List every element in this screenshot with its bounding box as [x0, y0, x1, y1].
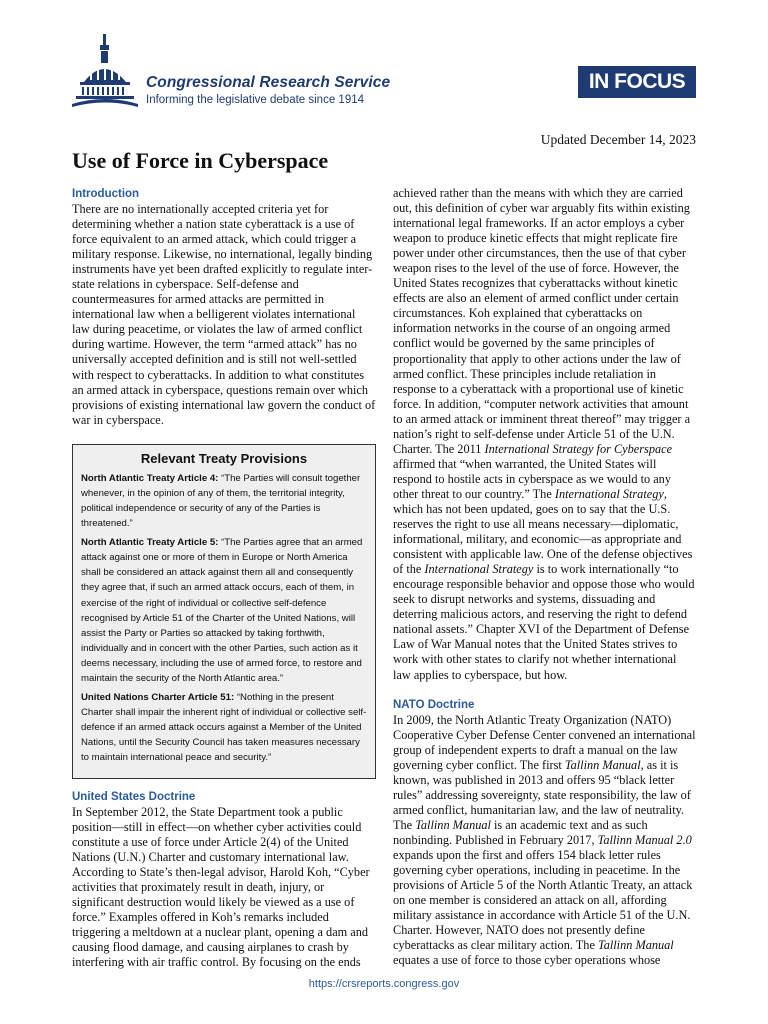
footer-url[interactable]: https://crsreports.congress.gov — [308, 978, 460, 990]
text-run: affirmed that “when warranted, the United States will respond to hostile acts in cyberspace as we would to any other threat to our country.” The — [393, 456, 671, 501]
treaty-item-label: North Atlantic Treaty Article 5: — [81, 537, 219, 549]
text-run: is to work internationally “to encourage responsible behavior and oppose those who would seek to disrupt networks and systems, dissuading and deterring malicious actors, and reserving the right to defend national assets.” Chapter XVI of the Department of Defense Law of War Manual notes that the United States strives to work with other states to clarify not whether international law applies to cyberspace, but how. — [393, 562, 695, 682]
in-focus-badge: IN FOCUS — [578, 66, 696, 98]
box-title: Relevant Treaty Provisions — [140, 450, 308, 466]
us-doctrine-paragraph: In September 2012, the State Department took a public position—still in effect—on whether cyber activities could constitute a use of force under Article 2(4) of the United Nations (U.N.) Charter and customary international law. According to State’s then-legal advisor, Harold Koh, “Cyber activities that proximately result in death, injury, or significant destruction would likely be viewed as a use of force.” Examples offered in Koh’s remarks included triggering a meltdown at a nuclear plant, opening a dam and causing flood damage, and causing airplanes to crash by interfering with air traffic control. By focusing on the ends — [72, 804, 370, 969]
updated-date: Updated December 14, 2023 — [540, 132, 696, 147]
text-run: achieved rather than the means with which they are carried out, this definition of cyber war arguably fits within existing international legal frameworks. If an actor employs a cyber weapon to produce kinetic effects that might replicate fire power under other circumstances, then the use of that cyber weapon rises to the level of the use of force. However, the United States recognizes that cyberattacks without kinetic effects are also an element of armed conflict under certain circumstances. Koh explained that cyberattacks on information networks in the course of an ongoing armed conflict would be governed by the same principles of proportionality that apply to other actions under the law of armed conflict. These principles include retaliation in response to a cyberattack with a proportional use of kinetic force. In addition, “computer network activities that amount to an armed attack or imminent threat thereof” may trigger a nation’s right to self-defense under Article 51 of the U.N. Charter. The 2011 — [393, 186, 691, 456]
org-name: Congressional Research Service — [146, 74, 391, 91]
page-title: Use of Force in Cyberspace — [72, 148, 329, 173]
capitol-dome-icon — [70, 30, 140, 110]
introduction-paragraph: There are no internationally accepted criteria yet for determining whether a nation state cyberattack is a use of force equivalent to an armed attack, which could trigger a military response. Likewise, no international, legally binding instruments have yet been drafted explicitly to regulate inter-state relations in cyberspace. Self-defense and countermeasures for armed attacks are permitted in international law when a belligerent violates international law during peacetime, or violates the law of armed conflict during wartime. However, the term “armed attack” has no universally accepted definition and is still not well-settled with respect to cyberattacks. In addition to what constitutes an armed attack in cyberspace, questions remain over which provisions of existing international law govern the conduct of war in cyberspace. — [72, 202, 376, 427]
treaty-item-text: “Nothing in the present Charter shall impair the inherent right of individual or collective self-defence if an armed attack occurs against a Member of the United Nations, until the Security Council has taken measures necessary to maintain international peace and security.” — [81, 692, 367, 764]
org-tagline: Informing the legislative debate since 1914 — [146, 94, 365, 106]
italic-run: Tallinn Manual 2.0 — [597, 832, 692, 847]
treaty-item — [81, 690, 367, 765]
treaty-item-text: “The Parties agree that an armed attack against one or more of them in Europe or North America shall be considered an attack against them all and consequently they agree that, if such an armed attack occurs, each of them, in exercise of the right of individual or collective self-defence recognised by Article 51 of the Charter of the United Nations, will assist the Party or Parties so attacked by taking forthwith, individually and in concert with the other Parties, such action as it deems necessary, including the use of armed force, to restore and maintain the security of the North Atlantic area.” — [81, 537, 363, 684]
italic-run: Tallinn Manual — [597, 938, 674, 953]
italic-run: Tallinn Manual — [564, 757, 641, 772]
text-run: , which has not been updated, goes on to say that the U.S. reserves the right to use all means necessary—diplomatic, informational, military, and economic—as appropriate and consistent with applicable law. One of the defense objectives of the — [393, 486, 693, 577]
text-run: equates a use of force to those cyber operations whose — [393, 953, 661, 968]
treaty-item — [81, 471, 367, 531]
treaty-item-text: “The Parties will consult together whenever, in the opinion of any of them, the territorial integrity, political independence or security of any of the Parties is threatened.” — [81, 472, 361, 530]
treaty-item-label: North Atlantic Treaty Article 4: — [81, 472, 219, 484]
section-heading-nato-doctrine: NATO Doctrine — [393, 698, 475, 711]
italic-run: International Strategy — [554, 486, 664, 501]
italic-run: Tallinn Manual — [415, 817, 491, 832]
treaty-item — [81, 535, 367, 686]
nato-doctrine-paragraph — [393, 713, 697, 969]
treaty-provisions-box — [72, 444, 376, 779]
text-run: In 2009, the North Atlantic Treaty Organization (NATO) Cooperative Cyber Defense Center convened an international group of independent experts to draft a manual on the law governing cyber conflict. The first — [393, 712, 696, 772]
right-column — [393, 186, 697, 968]
text-run: , as it is known, was published in 2013 and offers 95 “black letter rules” addressing sovereignty, state responsibility, the law of armed conflict, humanitarian law, and the law of neutrality. The — [393, 757, 691, 832]
italic-run: International Strategy — [424, 562, 534, 577]
left-column — [72, 186, 376, 970]
section-heading-introduction: Introduction — [72, 188, 140, 200]
text-run: is an academic text and as such nonbinding. Published in February 2017, — [393, 817, 648, 847]
us-doctrine-continued-paragraph — [393, 186, 697, 683]
treaty-item-label: United Nations Charter Article 51: — [81, 692, 235, 704]
italic-run: International Strategy for Cyberspace — [484, 441, 673, 456]
page-header — [0, 0, 768, 120]
section-heading-us-doctrine: United States Doctrine — [72, 790, 196, 803]
text-run: expands upon the first and offers 154 black letter rules governing cyber operations, including in peacetime. In the provisions of Article 5 of the North Atlantic Treaty, an attack on one member is considered an attack on all, affording military assistance in accordance with Article 51 of the U.N. Charter. However, NATO does not presently define cyberattacks as clear military action. The — [393, 847, 693, 953]
